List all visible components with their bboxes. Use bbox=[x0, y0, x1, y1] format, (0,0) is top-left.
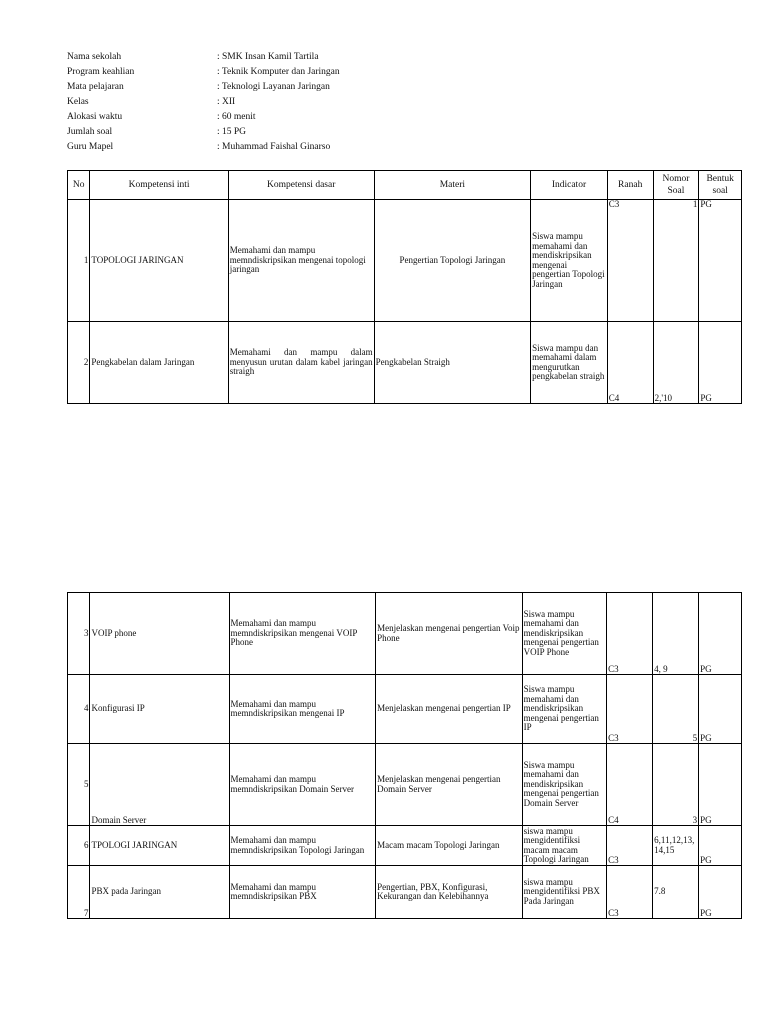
info-label: Jumlah soal bbox=[67, 127, 113, 137]
info-value: : Teknologi Layanan Jaringan bbox=[217, 80, 330, 95]
info-label: Kelas bbox=[67, 97, 89, 107]
col-header-bentuk-soal: Bentuk soal bbox=[699, 171, 742, 200]
cell-nomor-soal: 6,11,12,13,14,15 bbox=[653, 826, 699, 866]
table-row bbox=[68, 675, 742, 744]
cell-kompetensi-inti: TPOLOGI JARINGAN bbox=[90, 826, 229, 866]
table-row bbox=[68, 200, 742, 322]
grid-table-2 bbox=[67, 592, 742, 919]
cell-kompetensi-dasar: Memahami dan mampu memndiskripsikan mengenai VOIP Phone bbox=[229, 593, 376, 675]
cell-materi: Menjelaskan mengenai pengertian IP bbox=[376, 675, 523, 744]
cell-kompetensi-inti: Konfigurasi IP bbox=[90, 675, 229, 744]
cell-nomor-soal: 3 bbox=[653, 744, 699, 826]
info-row-class bbox=[67, 95, 467, 110]
cell-no: 4 bbox=[68, 675, 90, 744]
grid-table-1 bbox=[67, 170, 742, 404]
info-value: : SMK Insan Kamil Tartila bbox=[217, 50, 319, 65]
cell-materi: Pengertian Topologi Jaringan bbox=[374, 200, 531, 322]
cell-kompetensi-dasar: Memahami dan mampu dalam menyusun urutan dalam kabel jaringan straigh bbox=[228, 322, 374, 404]
cell-no: 3 bbox=[68, 593, 90, 675]
cell-indicator: Siswa mampu dan memahami dalam mengurutkan pengkabelan straigh bbox=[531, 322, 608, 404]
info-row-time bbox=[67, 110, 467, 125]
header-row bbox=[68, 171, 742, 200]
col-header-nomor-soal: Nomor Soal bbox=[653, 171, 699, 200]
cell-kompetensi-inti: VOIP phone bbox=[90, 593, 229, 675]
cell-ranah: C3 bbox=[607, 593, 653, 675]
cell-ranah: C3 bbox=[607, 675, 653, 744]
cell-no: 6 bbox=[68, 826, 90, 866]
info-label: Mata pelajaran bbox=[67, 82, 124, 92]
col-header-indicator: Indicator bbox=[531, 171, 608, 200]
table-row bbox=[68, 744, 742, 826]
cell-bentuk-soal: PG bbox=[699, 675, 742, 744]
table-row bbox=[68, 322, 742, 404]
cell-materi: Pengkabelan Straigh bbox=[374, 322, 531, 404]
info-label: Program keahlian bbox=[67, 67, 135, 77]
cell-kompetensi-dasar: Memahami dan mampu memndiskripsikan Topologi Jaringan bbox=[229, 826, 376, 866]
school-info bbox=[67, 50, 467, 155]
col-header-ranah: Ranah bbox=[607, 171, 653, 200]
table-row bbox=[68, 866, 742, 919]
cell-nomor-soal: 7.8 bbox=[653, 866, 699, 919]
cell-ranah: C4 bbox=[607, 322, 653, 404]
cell-bentuk-soal: PG bbox=[699, 744, 742, 826]
cell-nomor-soal: 2,'10 bbox=[653, 322, 699, 404]
cell-bentuk-soal: PG bbox=[699, 866, 742, 919]
cell-kompetensi-dasar: Memahami dan mampu memndiskripsikan Domain Server bbox=[229, 744, 376, 826]
cell-bentuk-soal: PG bbox=[699, 200, 742, 322]
cell-indicator: Siswa mampu memahami dan mendiskripsikan mengenai pengertian VOIP Phone bbox=[522, 593, 607, 675]
cell-nomor-soal: 5 bbox=[653, 675, 699, 744]
info-value: : 15 PG bbox=[217, 125, 246, 140]
cell-materi: Menjelaskan mengenai pengertian Voip Phone bbox=[376, 593, 523, 675]
info-row-subject bbox=[67, 80, 467, 95]
info-label: Nama sekolah bbox=[67, 52, 122, 62]
table-row bbox=[68, 593, 742, 675]
info-value: : Muhammad Faishal Ginarso bbox=[217, 140, 330, 155]
cell-bentuk-soal: PG bbox=[699, 322, 742, 404]
cell-ranah: C4 bbox=[607, 744, 653, 826]
cell-kompetensi-inti: Pengkabelan dalam Jaringan bbox=[90, 322, 228, 404]
cell-indicator: Siswa mampu memahami dan mendiskripsikan mengenai pengertian Domain Server bbox=[522, 744, 607, 826]
cell-materi: Macam macam Topologi Jaringan bbox=[376, 826, 523, 866]
cell-bentuk-soal: PG bbox=[699, 593, 742, 675]
info-row-count bbox=[67, 125, 467, 140]
cell-indicator: Siswa mampu memahami dan mendiskripsikan mengenai pengertian Topologi Jaringan bbox=[531, 200, 608, 322]
cell-kompetensi-inti: Domain Server bbox=[90, 744, 229, 826]
info-value: : XII bbox=[217, 95, 235, 110]
info-value: : 60 menit bbox=[217, 110, 256, 125]
cell-no: 5 bbox=[68, 744, 90, 826]
col-header-materi: Materi bbox=[374, 171, 531, 200]
cell-ranah: C3 bbox=[607, 826, 653, 866]
cell-indicator: siswa mampu mengidentifiksi PBX Pada Jaringan bbox=[522, 866, 607, 919]
cell-kompetensi-inti: PBX pada Jaringan bbox=[90, 866, 229, 919]
cell-kompetensi-dasar: Memahami dan mampu memndiskripsikan mengenai topologi jaringan bbox=[228, 200, 374, 322]
col-header-no: No bbox=[68, 171, 90, 200]
cell-kompetensi-dasar: Memahami dan mampu memndiskripsikan mengenai IP bbox=[229, 675, 376, 744]
cell-kompetensi-dasar: Memahami dan mampu memndiskripsikan PBX bbox=[229, 866, 376, 919]
cell-nomor-soal: 4, 9 bbox=[653, 593, 699, 675]
cell-materi: Menjelaskan mengenai pengertian Domain Server bbox=[376, 744, 523, 826]
cell-no: 1 bbox=[68, 200, 90, 322]
info-value: : Teknik Komputer dan Jaringan bbox=[217, 65, 340, 80]
cell-nomor-soal: 1 bbox=[653, 200, 699, 322]
cell-indicator: Siswa mampu memahami dan mendiskripsikan mengenai pengertian IP bbox=[522, 675, 607, 744]
cell-ranah: C3 bbox=[607, 200, 653, 322]
info-label: Alokasi waktu bbox=[67, 112, 123, 122]
cell-materi: Pengertian, PBX, Konfigurasi, Kekurangan dan Kelebihannya bbox=[376, 866, 523, 919]
cell-kompetensi-inti: TOPOLOGI JARINGAN bbox=[90, 200, 228, 322]
table-row bbox=[68, 826, 742, 866]
info-label: Guru Mapel bbox=[67, 142, 114, 152]
info-row-school bbox=[67, 50, 467, 65]
cell-no: 7 bbox=[68, 866, 90, 919]
col-header-kompetensi-inti: Kompetensi inti bbox=[90, 171, 228, 200]
cell-indicator: siswa mampu mengidentifiksi macam macam Topologi Jaringan bbox=[522, 826, 607, 866]
info-row-program bbox=[67, 65, 467, 80]
cell-bentuk-soal: PG bbox=[699, 826, 742, 866]
cell-no: 2 bbox=[68, 322, 90, 404]
col-header-kompetensi-dasar: Kompetensi dasar bbox=[228, 171, 374, 200]
info-row-teacher bbox=[67, 140, 467, 155]
cell-ranah: C3 bbox=[607, 866, 653, 919]
